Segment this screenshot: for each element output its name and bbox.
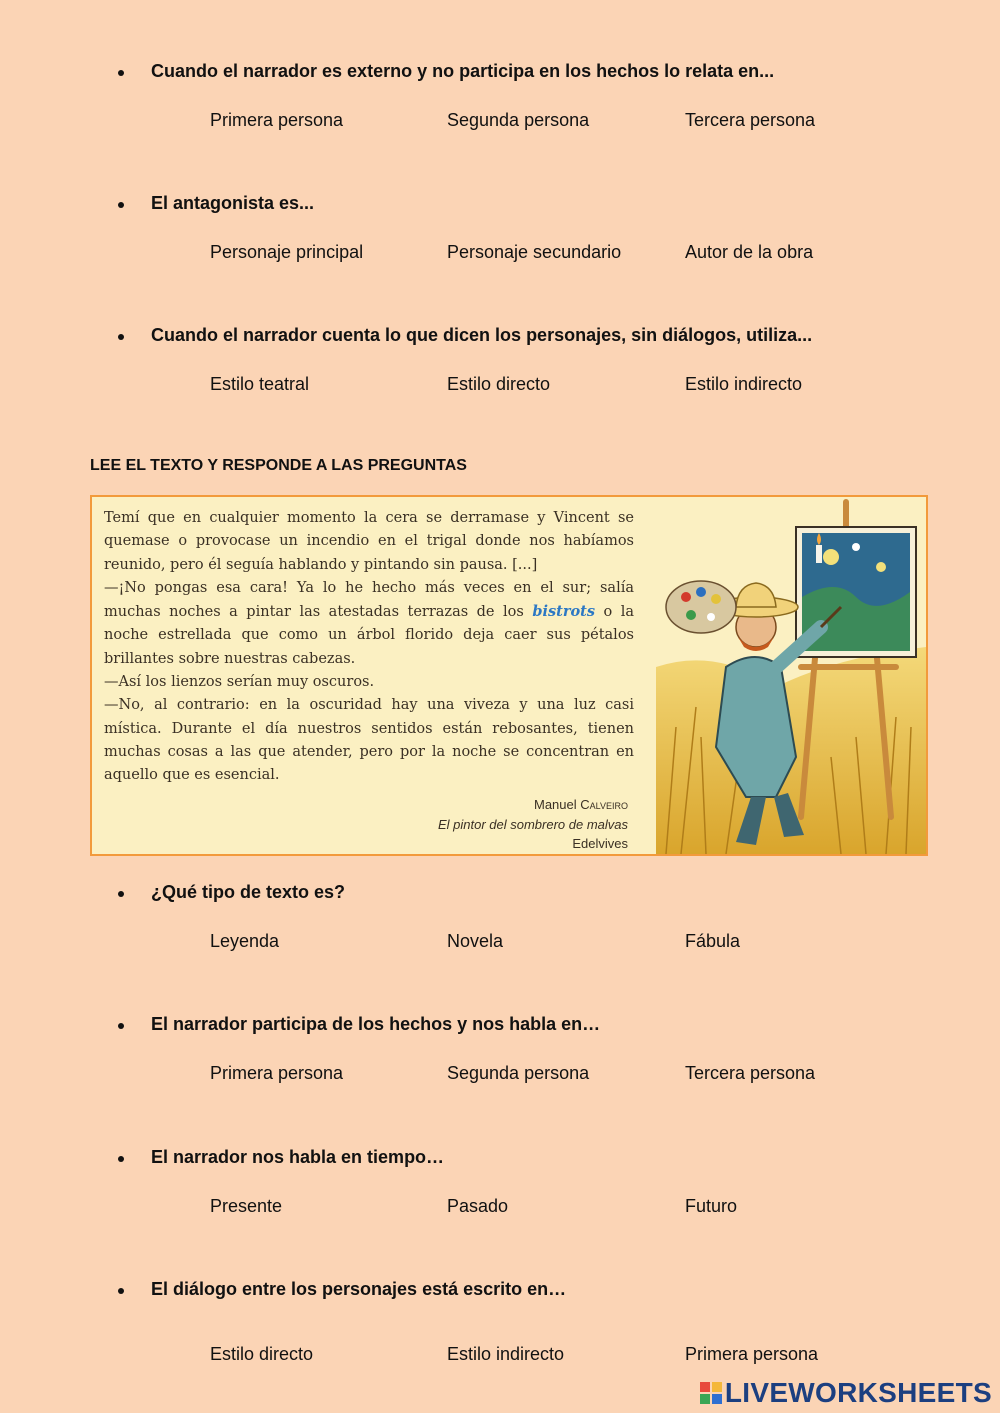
bullet-icon bbox=[118, 1023, 124, 1029]
question-line bbox=[118, 193, 314, 214]
author bbox=[438, 795, 628, 815]
passage-paragraph: —Así los lienzos serían muy oscuros. bbox=[104, 674, 375, 691]
question-text: El diálogo entre los personajes está escrito en… bbox=[151, 1279, 567, 1299]
answer-option[interactable]: Estilo indirecto bbox=[685, 374, 803, 394]
question-line bbox=[118, 1147, 444, 1168]
question-text: Cuando el narrador es externo y no participa en los hechos lo relata en... bbox=[151, 61, 775, 81]
passage-paragraph: Temí que en cualquier momento la cera se derramase y Vincent se quemase o provocase un incendio en el trigal donde nos habíamos reunido, pero él seguía hablando y pintando sin pausa. [...] bbox=[104, 510, 634, 573]
answer-option[interactable]: Presente bbox=[210, 1196, 283, 1216]
answer-option[interactable]: Fábula bbox=[685, 931, 741, 951]
answer-option[interactable]: Personaje secundario bbox=[447, 242, 622, 262]
bullet-icon bbox=[118, 334, 124, 340]
section-title: LEE EL TEXTO Y RESPONDE A LAS PREGUNTAS bbox=[90, 457, 467, 474]
question-text: El narrador nos habla en tiempo… bbox=[151, 1147, 445, 1167]
answer-option[interactable]: Primera persona bbox=[210, 1063, 344, 1083]
answer-option[interactable]: Leyenda bbox=[210, 931, 280, 951]
passage-segment: o la noche estrellada que como un árbol florido deja caer sus pétalos brillantes sobre nuestras cabezas. bbox=[104, 604, 635, 667]
answer-option[interactable]: Tercera persona bbox=[685, 1063, 816, 1083]
answer-option[interactable]: Novela bbox=[447, 931, 504, 951]
painter-illustration bbox=[656, 497, 926, 854]
answer-option[interactable]: Tercera persona bbox=[685, 110, 816, 130]
question-line bbox=[118, 325, 812, 346]
bullet-icon bbox=[118, 202, 124, 208]
question-text: El narrador participa de los hechos y nos habla en… bbox=[151, 1014, 601, 1034]
answer-option[interactable]: Futuro bbox=[685, 1196, 738, 1216]
passage-paragraph bbox=[104, 577, 634, 671]
citation bbox=[438, 795, 628, 854]
liveworksheets-logo[interactable] bbox=[699, 1377, 992, 1409]
question-text: Cuando el narrador cuenta lo que dicen los personajes, sin diálogos, utiliza... bbox=[151, 325, 813, 345]
answer-option[interactable]: Primera persona bbox=[210, 110, 344, 130]
bullet-icon bbox=[118, 1156, 124, 1162]
answer-option[interactable]: Personaje principal bbox=[210, 242, 364, 262]
answer-option[interactable]: Estilo directo bbox=[210, 1344, 314, 1364]
liveworksheets-logo-icon bbox=[699, 1381, 723, 1405]
highlighted-word: bistrots bbox=[532, 603, 595, 621]
answer-option[interactable]: Autor de la obra bbox=[685, 242, 814, 262]
author-first-name: Manuel bbox=[534, 797, 581, 812]
bullet-icon bbox=[118, 1288, 124, 1294]
question-text: El antagonista es... bbox=[151, 193, 315, 213]
question-line bbox=[118, 61, 774, 82]
answer-option[interactable]: Estilo directo bbox=[447, 374, 551, 394]
question-line bbox=[118, 1279, 566, 1300]
answer-option[interactable]: Primera persona bbox=[685, 1344, 819, 1364]
author-last-name: Calveiro bbox=[580, 797, 628, 812]
question-line bbox=[118, 1014, 600, 1035]
answer-option[interactable]: Segunda persona bbox=[447, 1063, 590, 1083]
passage-paragraph: —No, al contrario: en la oscuridad hay una viveza y una luz casi mística. Durante el día nuestros sentidos están rebosantes, tienen muchas cosas a las que atender, pero por la noche se concentran en aquello que es esencial. bbox=[104, 697, 634, 784]
answer-option[interactable]: Estilo indirecto bbox=[447, 1344, 565, 1364]
passage-segment: —¡No pongas esa cara! Ya lo he hecho más veces en el sur; salía muchas noches a pintar las atestadas terrazas de los bbox=[104, 579, 634, 621]
reading-passage-box bbox=[90, 495, 928, 856]
question-line bbox=[118, 882, 345, 903]
bullet-icon bbox=[118, 70, 124, 76]
passage-text bbox=[104, 507, 634, 788]
question-text: ¿Qué tipo de texto es? bbox=[151, 882, 346, 902]
bullet-icon bbox=[118, 891, 124, 897]
logo-text: LIVEWORKSHEETS bbox=[724, 1377, 992, 1408]
publisher: Edelvives bbox=[572, 836, 628, 851]
answer-option[interactable]: Segunda persona bbox=[447, 110, 590, 130]
book-title: El pintor del sombrero de malvas bbox=[437, 816, 628, 832]
answer-option[interactable]: Pasado bbox=[447, 1196, 509, 1216]
answer-option[interactable]: Estilo teatral bbox=[210, 374, 310, 394]
